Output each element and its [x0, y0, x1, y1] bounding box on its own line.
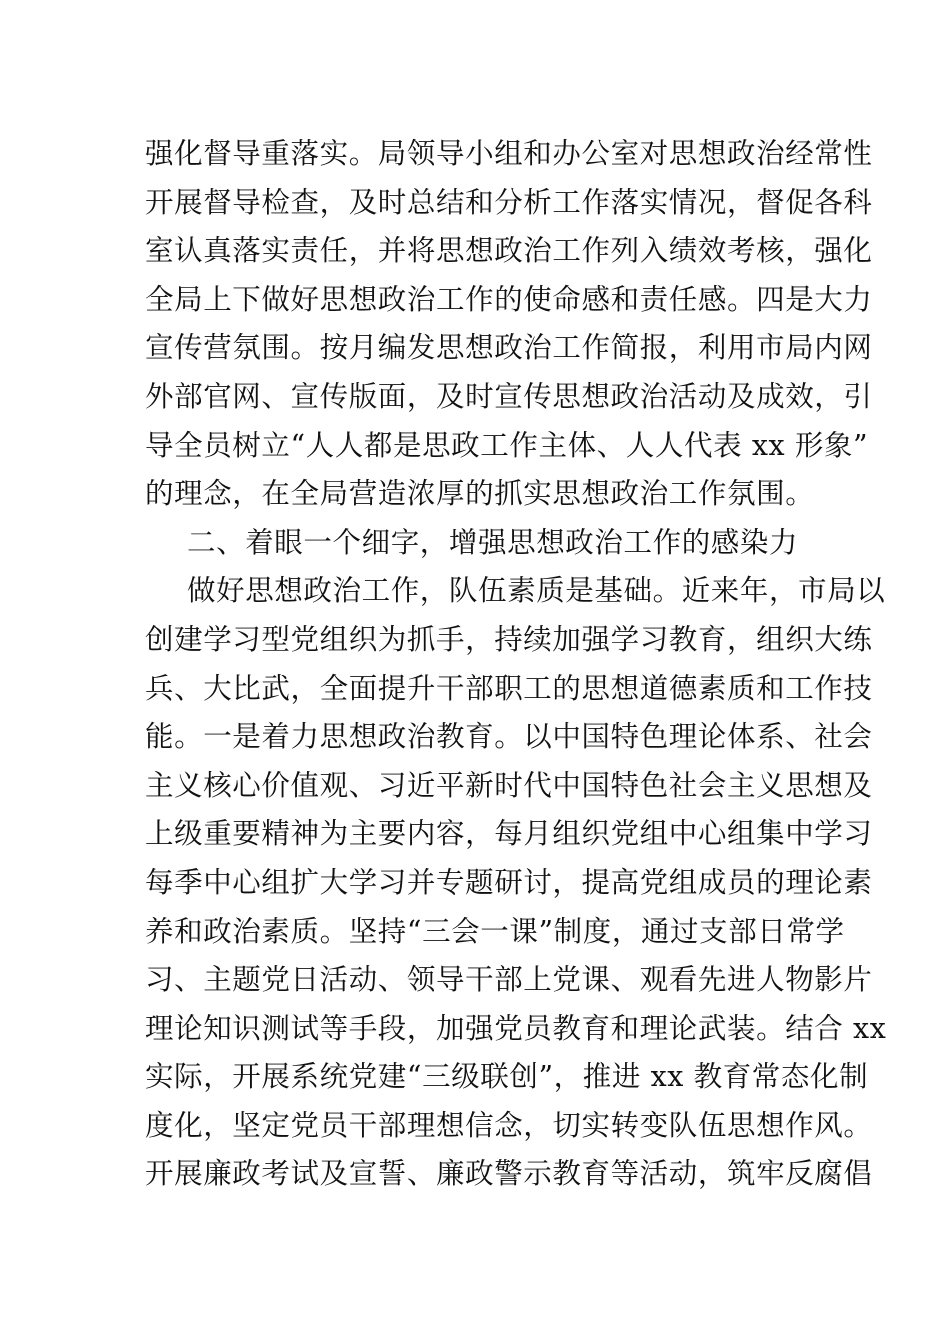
text-line: 养和政治素质。坚持“三会一课”制度，通过支部日常学 — [145, 914, 845, 948]
text-line: 能。一是着力思想政治教育。以中国特色理论体系、社会 — [145, 720, 873, 754]
text-line: 外部官网、宣传版面，及时宣传思想政治活动及成效，引 — [145, 379, 873, 413]
text-line: 每季中心组扩大学习并专题研讨，提高党组成员的理论素 — [145, 865, 873, 899]
text-line: 宣传营氛围。按月编发思想政治工作简报，利用市局内网 — [145, 331, 873, 365]
text-line: 兵、大比武，全面提升干部职工的思想道德素质和工作技 — [145, 671, 873, 705]
text-line: 强化督导重落实。局领导小组和办公室对思想政治经常性 — [145, 137, 873, 170]
text-line: 的理念，在全局营造浓厚的抓实思想政治工作氛围。 — [145, 477, 815, 511]
text-line: 全局上下做好思想政治工作的使命感和责任感。四是大力 — [145, 282, 873, 316]
text-line: 习、主题党日活动、领导干部上党课、观看先进人物影片 — [145, 963, 873, 997]
text-line: 创建学习型党组织为抓手，持续加强学习教育，组织大练 — [145, 622, 873, 656]
text-line: 开展廉政考试及宣誓、廉政警示教育等活动，筑牢反腐倡 — [145, 1157, 873, 1191]
text-line: 度化，坚定党员干部理想信念，切实转变队伍思想作风。 — [145, 1108, 873, 1142]
text-line: 导全员树立“人人都是思政工作主体、人人代表 xx 形象” — [145, 428, 869, 462]
text-line: 主义核心价值观、习近平新时代中国特色社会主义思想及 — [145, 768, 873, 802]
document-body — [145, 130, 887, 1199]
paragraph-first-line: 做好思想政治工作，队伍素质是基础。近来年，市局以 — [187, 574, 886, 608]
text-line: 室认真落实责任，并将思想政治工作列入绩效考核，强化 — [145, 234, 873, 268]
text-line: 实际，开展系统党建“三级联创”，推进 xx 教育常态化制 — [145, 1060, 869, 1094]
text-line: 上级重要精神为主要内容，每月组织党组中心组集中学习 — [145, 817, 873, 851]
section-heading: 二、着眼一个细字，增强思想政治工作的感染力 — [187, 525, 799, 559]
text-line: 理论知识测试等手段，加强党员教育和理论武装。结合 xx — [145, 1011, 887, 1045]
text-line: 开展督导检查，及时总结和分析工作落实情况，督促各科 — [145, 185, 873, 219]
